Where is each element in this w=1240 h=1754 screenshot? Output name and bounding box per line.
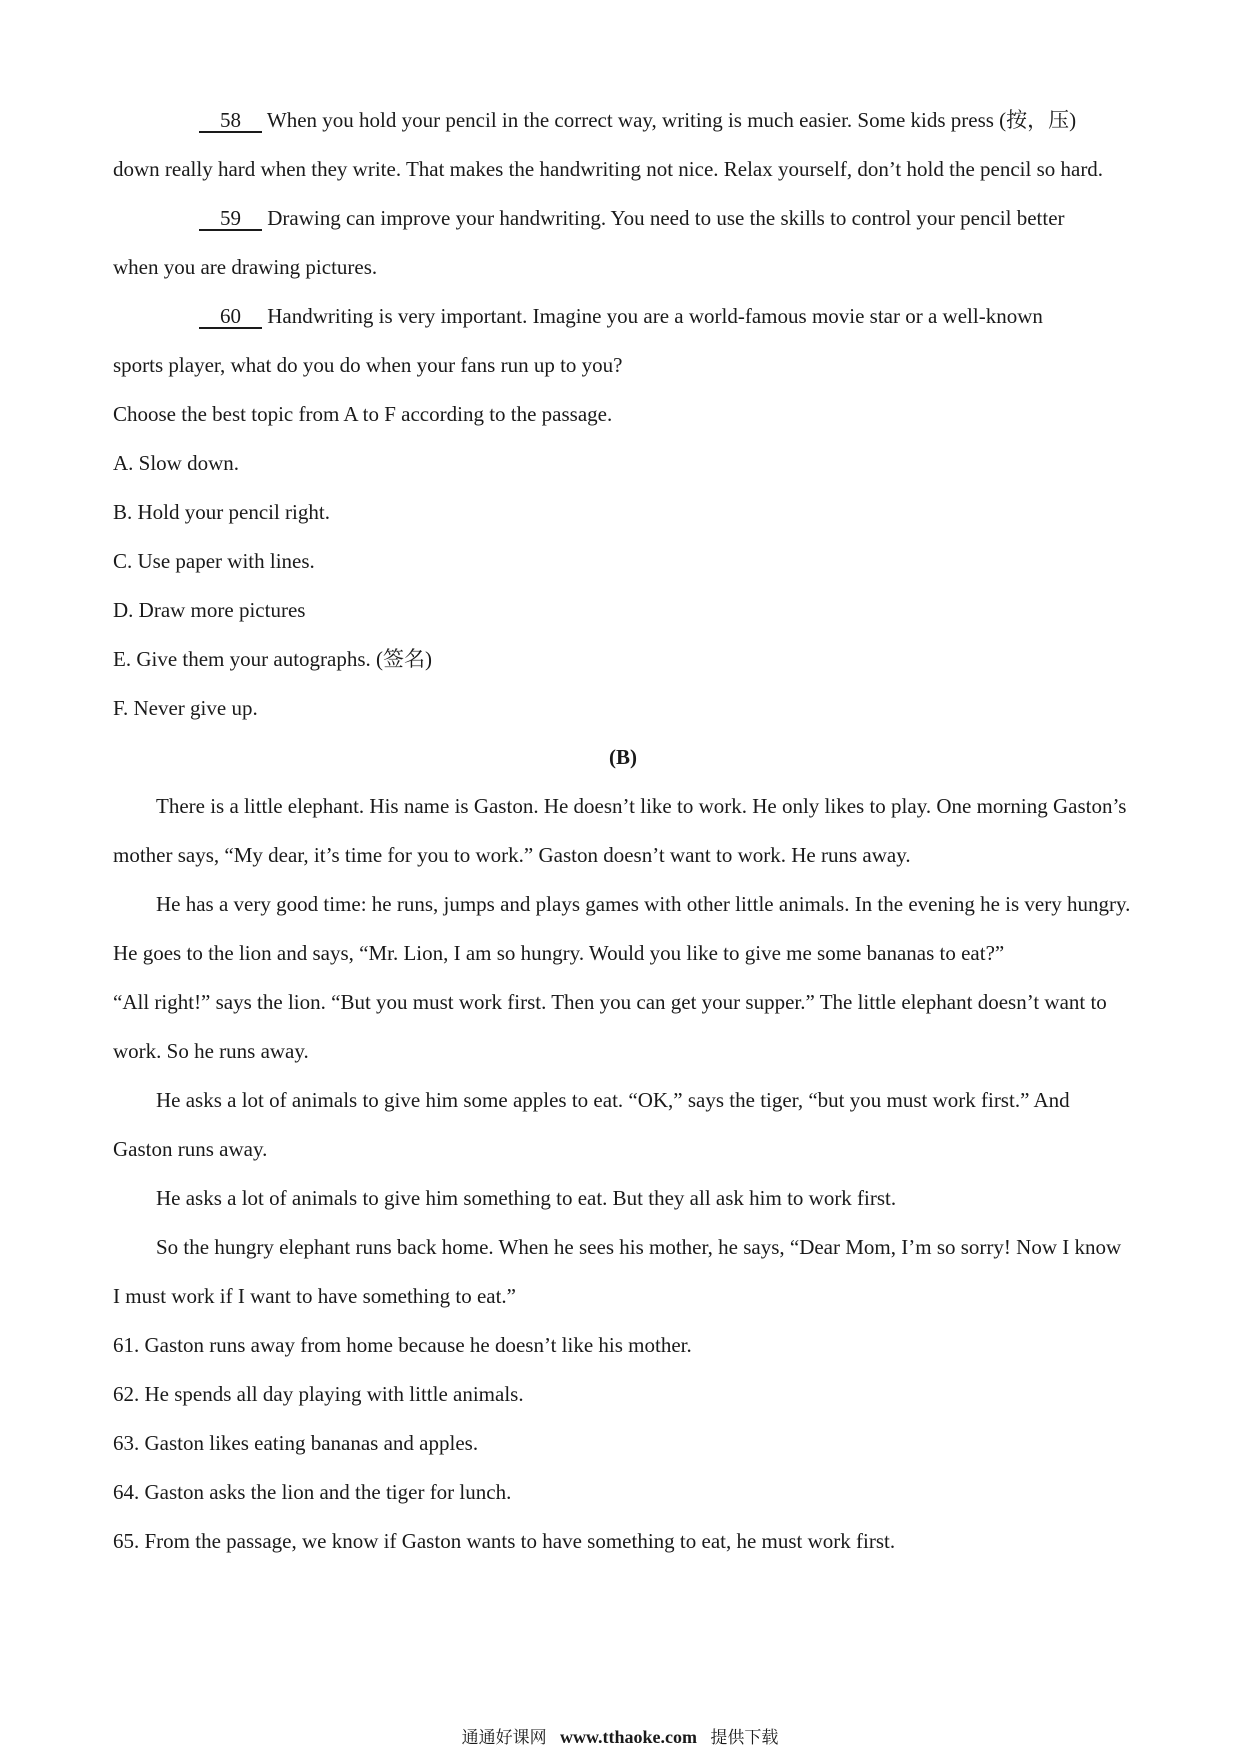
footer-download-text: 提供下载 [710, 1728, 779, 1748]
footer-site-name: 通通好课网 [461, 1728, 547, 1748]
matching-item [113, 292, 1133, 390]
answer-blank: 59 [220, 206, 241, 230]
footer-url[interactable]: www.tthaoke.com [560, 1727, 697, 1747]
option-item: F. Never give up. [113, 696, 258, 720]
item-text-continued: sports player, what do you do when your fans run up to you? [113, 353, 623, 377]
question-item: 62. He spends all day playing with little animals. [113, 1382, 524, 1406]
instruction: Choose the best topic from A to F according to the passage. [113, 402, 613, 426]
passage-paragraph: He has a very good time: he runs, jumps and plays games with other little animals. In the evening he is very hungry. He goes to the lion and says, “Mr. Lion, I am so hungry. Would you like to give me some bananas to eat?” [113, 892, 1131, 965]
item-text: When you hold your pencil in the correct way, writing is much easier. Some kids press (按，压) [266, 108, 1077, 132]
option-item: D. Draw more pictures [113, 598, 306, 622]
item-text: Drawing can improve your handwriting. You need to use the skills to control your pencil better [267, 206, 1065, 230]
page-footer [0, 1726, 1240, 1749]
item-text-continued: down really hard when they write. That makes the handwriting not nice. Relax yourself, don’t hold the pencil so hard. [113, 157, 1104, 181]
option-item: A. Slow down. [113, 451, 240, 475]
passage-paragraph: He asks a lot of animals to give him something to eat. But they all ask him to work first. [156, 1186, 897, 1210]
answer-blank: 58 [220, 108, 241, 132]
question-item: 65. From the passage, we know if Gaston wants to have something to eat, he must work first. [113, 1529, 896, 1553]
passage [113, 782, 1133, 1321]
passage-paragraph: “All right!” says the lion. “But you must work first. Then you can get your supper.” The little elephant doesn’t want to work. So he runs away. [113, 990, 1107, 1063]
option-list [113, 439, 1133, 733]
matching-item [113, 194, 1133, 292]
question-item: 61. Gaston runs away from home because he doesn’t like his mother. [113, 1333, 692, 1357]
passage-paragraph: He asks a lot of animals to give him some apples to eat. “OK,” says the tiger, “but you must work first.” And Gaston runs away. [113, 1088, 1070, 1161]
item-text-continued: when you are drawing pictures. [113, 255, 378, 279]
answer-blank: 60 [220, 304, 241, 328]
item-text: Handwriting is very important. Imagine you are a world-famous movie star or a well-known [267, 304, 1043, 328]
matching-item [113, 96, 1133, 194]
question-item: 64. Gaston asks the lion and the tiger for lunch. [113, 1480, 512, 1504]
option-item: E. Give them your autographs. (签名) [113, 647, 433, 671]
document-body [113, 96, 1133, 1566]
passage-paragraph: So the hungry elephant runs back home. When he sees his mother, he says, “Dear Mom, I’m so sorry! Now I know I must work if I want to have something to eat.” [113, 1235, 1122, 1308]
option-item: B. Hold your pencil right. [113, 500, 330, 524]
passage-paragraph: There is a little elephant. His name is Gaston. He doesn’t like to work. He only likes to play. One morning Gaston’s mother says, “My dear, it’s time for you to work.” Gaston doesn’t want to work. He runs away. [113, 794, 1127, 867]
question-list [113, 1321, 1133, 1566]
option-item: C. Use paper with lines. [113, 549, 315, 573]
question-item: 63. Gaston likes eating bananas and apples. [113, 1431, 479, 1455]
section-title: (B) [609, 745, 637, 769]
